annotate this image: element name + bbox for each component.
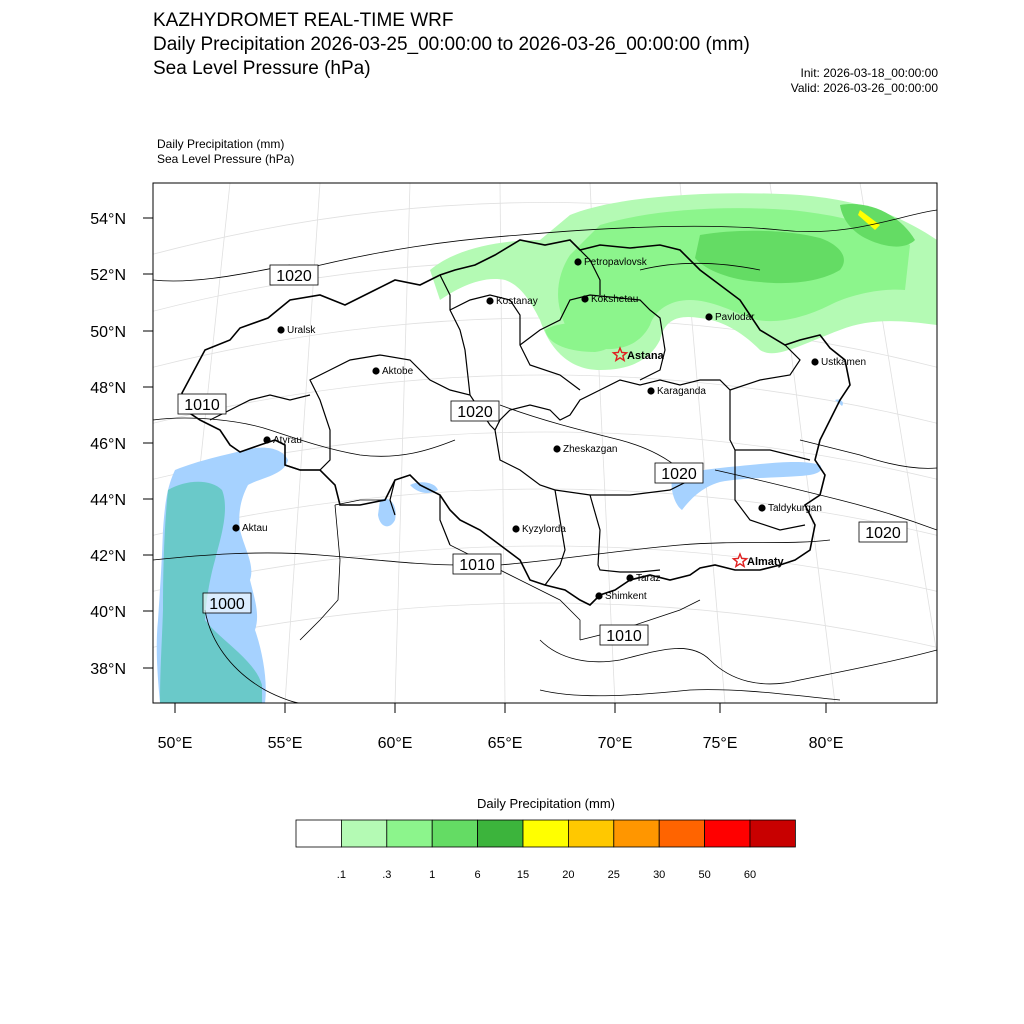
colorbar-box	[659, 820, 704, 847]
latitude-axis	[90, 211, 153, 678]
city-label: Aktau	[242, 523, 268, 534]
title-line-1: KAZHYDROMET REAL-TIME WRF	[153, 10, 454, 31]
colorbar-label: 30	[653, 869, 666, 881]
city-label: Zheskazgan	[563, 444, 618, 455]
colorbar-label: 50	[698, 869, 711, 881]
colorbar-label: 6	[474, 869, 481, 881]
isobar-label: 1020	[661, 466, 697, 483]
city-label: Kyzylorda	[522, 524, 566, 535]
city-label: Shimkent	[605, 591, 647, 602]
colorbar-label: .3	[382, 869, 392, 881]
colorbar-box	[568, 820, 613, 847]
lon-label: 80°E	[808, 735, 844, 752]
colorbar-box	[614, 820, 659, 847]
colorbar-boxes	[296, 820, 795, 847]
colorbar-box	[523, 820, 568, 847]
lat-label: 40°N	[90, 604, 126, 621]
city-label: Petropavlovsk	[584, 257, 647, 268]
lat-label: 52°N	[90, 267, 126, 284]
colorbar-box	[750, 820, 795, 847]
map-area	[150, 183, 945, 703]
init-time: Init: 2026-03-18_00:00:00	[800, 66, 938, 80]
colorbar-box	[387, 820, 432, 847]
city-label: Aktobe	[382, 366, 414, 377]
lat-label: 42°N	[90, 548, 126, 565]
colorbar-box	[432, 820, 477, 847]
city-label: Ustkamen	[821, 357, 867, 368]
city-label: Karaganda	[657, 386, 706, 397]
colorbar-title: Daily Precipitation (mm)	[477, 796, 615, 811]
colorbar-label: 60	[743, 869, 757, 881]
colorbar-label: .1	[336, 869, 346, 881]
colorbar-box	[478, 820, 523, 847]
capital-label: Astana	[627, 350, 664, 362]
isobar-label: 1020	[457, 404, 493, 421]
colorbar-label: 15	[516, 869, 530, 881]
lon-label: 55°E	[267, 735, 303, 752]
field-label-slp: Sea Level Pressure (hPa)	[157, 152, 295, 166]
lon-label: 70°E	[597, 735, 633, 752]
longitude-axis	[158, 703, 844, 752]
lon-label: 50°E	[157, 735, 193, 752]
city-label: Atyrau	[273, 435, 302, 446]
lat-label: 38°N	[90, 661, 126, 678]
lon-label: 60°E	[377, 735, 413, 752]
lon-label: 75°E	[702, 735, 738, 752]
title-line-2: Daily Precipitation 2026-03-25_00:00:00 to 2026-03-26_00:00:00 (mm)	[153, 34, 750, 55]
lon-label: 65°E	[487, 735, 523, 752]
lat-label: 54°N	[90, 211, 126, 228]
isobar-label: 1020	[276, 268, 312, 285]
colorbar-label: 20	[562, 869, 575, 881]
colorbar	[296, 796, 795, 881]
city-label: Uralsk	[287, 325, 316, 336]
city-label: Taldykurgan	[768, 503, 822, 514]
capital-label: Almaty	[747, 556, 784, 568]
lat-label: 46°N	[90, 436, 126, 453]
colorbar-box	[341, 820, 386, 847]
city-label: Kokshetau	[591, 294, 639, 305]
colorbar-labels	[337, 869, 756, 881]
isobar-label: 1010	[459, 557, 495, 574]
colorbar-label: 1	[429, 869, 436, 881]
lat-label: 50°N	[90, 324, 126, 341]
lat-label: 48°N	[90, 380, 126, 397]
colorbar-label: 25	[607, 869, 620, 881]
city-label: Pavlodar	[715, 312, 755, 323]
valid-time: Valid: 2026-03-26_00:00:00	[790, 81, 938, 95]
city-label: Kostanay	[496, 296, 538, 307]
isobar-label: 1010	[606, 628, 642, 645]
colorbar-box	[296, 820, 341, 847]
title-line-3: Sea Level Pressure (hPa)	[153, 58, 371, 79]
lat-label: 44°N	[90, 492, 126, 509]
field-label-precip: Daily Precipitation (mm)	[157, 137, 285, 151]
isobar-label: 1000	[209, 596, 245, 613]
colorbar-box	[705, 820, 750, 847]
isobar-label: 1010	[184, 397, 220, 414]
isobar-label: 1020	[865, 525, 901, 542]
city-label: Taraz	[636, 573, 661, 584]
